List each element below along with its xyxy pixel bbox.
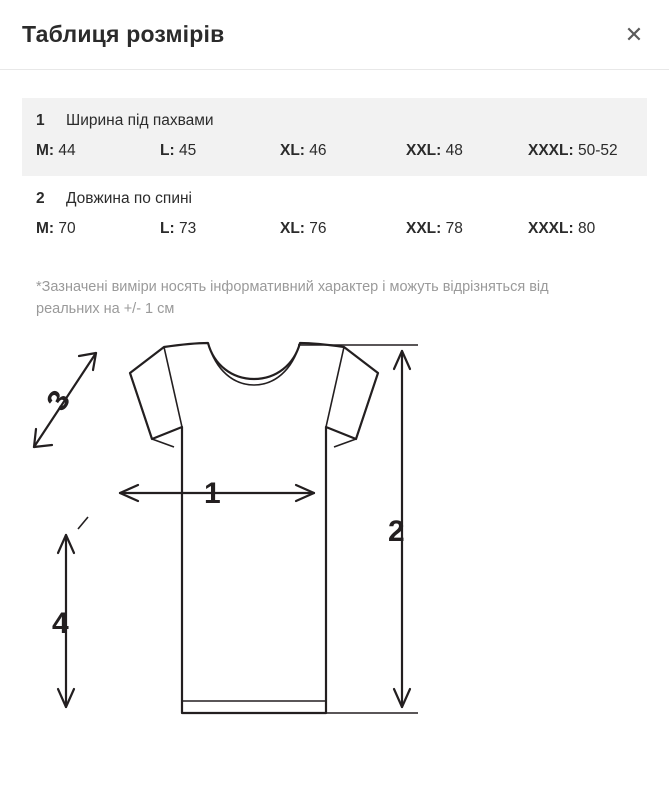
size-value: 76: [309, 220, 327, 237]
diagram-label-body-length: 4: [52, 606, 69, 640]
size-key: XXXL:: [528, 142, 574, 159]
size-cell-m: [36, 142, 160, 160]
measurement-row-1: [22, 98, 647, 176]
size-values-list: [36, 220, 629, 238]
measurement-heading: [36, 112, 629, 130]
size-value: 73: [178, 220, 197, 237]
tshirt-measurement-diagram: [22, 335, 647, 745]
close-icon[interactable]: ✕: [621, 22, 647, 48]
size-cell-xxxl: [528, 220, 595, 238]
diagram-label-length-back: 2: [388, 514, 405, 548]
size-value: 70: [58, 220, 76, 237]
size-cell-xxxl: [528, 142, 618, 160]
size-value: 48: [445, 142, 463, 159]
size-key: M:: [36, 220, 55, 237]
page-title: Таблиця розмірів: [22, 21, 225, 47]
size-value: 50-52: [577, 142, 618, 159]
size-cell-m: [36, 220, 160, 238]
disclaimer-note: *Зазначені виміри носять інформативний характер і можуть відрізняться від реальних на +/- 1 см: [36, 279, 549, 318]
size-values-list: [36, 142, 629, 160]
size-value: 44: [58, 142, 76, 159]
measurement-label: Ширина під пахвами: [66, 112, 214, 129]
size-value: 45: [178, 142, 197, 159]
size-key: XL:: [280, 142, 305, 159]
size-cell-xxl: [406, 220, 528, 238]
size-value: 46: [309, 142, 327, 159]
size-value: 78: [445, 220, 463, 237]
size-key: XXL:: [406, 142, 442, 159]
size-value: 80: [577, 220, 596, 237]
measurement-index: 2: [36, 190, 45, 207]
measurement-heading: [36, 190, 629, 208]
measurement-row-2: [22, 176, 647, 254]
size-cell-xl: [280, 220, 406, 238]
size-cell-l: [160, 142, 280, 160]
diagram-label-sleeve: 3: [40, 384, 78, 417]
diagram-label-chest: 1: [204, 476, 221, 510]
modal-body: [0, 70, 669, 745]
size-key: XXXL:: [528, 220, 574, 237]
size-key: XXL:: [406, 220, 442, 237]
measurement-label: Довжина по спині: [66, 190, 192, 207]
modal-header: [0, 0, 669, 70]
size-cell-l: [160, 220, 280, 238]
size-key: XL:: [280, 220, 305, 237]
size-cell-xl: [280, 142, 406, 160]
size-key: L:: [160, 142, 175, 159]
size-cell-xxl: [406, 142, 528, 160]
size-key: L:: [160, 220, 175, 237]
size-key: M:: [36, 142, 55, 159]
measurement-index: 1: [36, 112, 45, 129]
